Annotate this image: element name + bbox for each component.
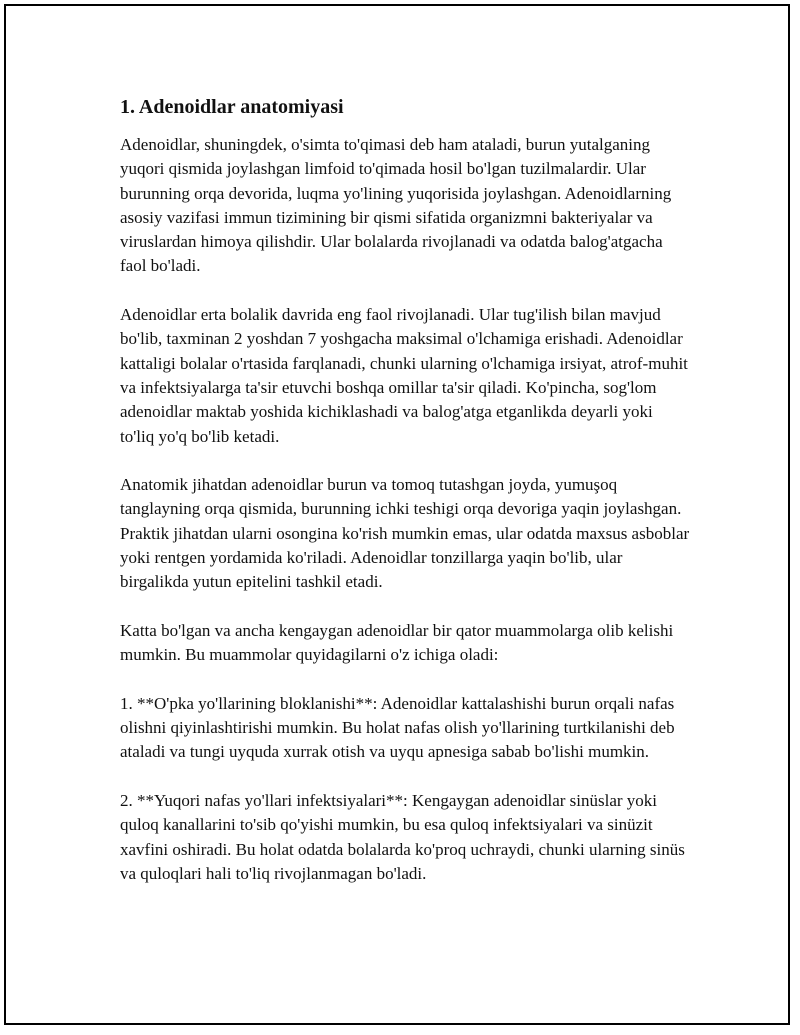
section-heading: 1. Adenoidlar anatomiyasi — [120, 96, 344, 118]
paragraph-location: Anatomik jihatdan adenoidlar burun va tomoq tutashgan joyda, yumuşoq tanglayning orqa qismida, burunning ichki teshigi orqa devoriga yaqin joylashgan. Praktik jihatdan ularni osongina ko'rish mumkin emas, ular odatda maxsus asboblar yoki rentgen yordamida ko'riladi. Adenoidlar tonzillarga yaqin bo'lib, ular birgalikda yutun epitelini tashkil etadi. — [120, 475, 690, 592]
list-item-airway-blockage: 1. **O'pka yo'llarining bloklanishi**: Adenoidlar kattalashishi burun orqali nafas olishni qiyinlashtirishi mumkin. Bu holat nafas olish yo'llarining turtkilanishi deb ataladi va tungi uyquda xurrak otish va uyqu apnesiga sabab bo'lishi mumkin. — [120, 693, 675, 762]
paragraph-problems-intro: Katta bo'lgan va ancha kengaygan adenoidlar bir qator muammolarga olib kelishi mumkin. Bu muammolar quyidagilarni o'z ichiga oladi: — [120, 620, 674, 665]
list-item-respiratory-infections: 2. **Yuqori nafas yo'llari infektsiyalari**: Kengaygan adenoidlar sinüslar yoki quloq kanallarini to'sib qo'yishi mumkin, bu esa quloq infektsiyalari va sinüzit xavfini oshiradi. Bu holat odatda bolalarda ko'proq uchraydi, chunki ularning sinüs va quloqlari hali to'liq rivojlanmagan bo'ladi. — [120, 791, 685, 883]
document-body — [120, 94, 690, 911]
document-page — [4, 4, 790, 1025]
paragraph-anatomy-intro: Adenoidlar, shuningdek, o'simta to'qimasi deb ham ataladi, burun yutalganing yuqori qismida joylashgan limfoid to'qimada hosil bo'lgan tuzilmalardir. Ular burunning orqa devorida, luqma yo'lining yuqorisida joylashgan. Adenoidlarning asosiy vazifasi immun tizimining bir qismi sifatida organizmni bakteriyalar va viruslardan himoya qilishdir. Ular bolalarda rivojlanadi va odatda balog'atgacha faol bo'ladi. — [120, 135, 672, 276]
paragraph-development: Adenoidlar erta bolalik davrida eng faol rivojlanadi. Ular tug'ilish bilan mavjud bo'lib, taxminan 2 yoshdan 7 yoshgacha maksimal o'lchamiga erishadi. Adenoidlar kattaligi bolalar o'rtasida farqlanadi, chunki ularning o'lchamiga irsiyat, atrof-muhit va infektsiyalarga ta'sir etuvchi boshqa omillar ta'sir qiladi. Ko'pincha, sog'lom adenoidlar maktab yoshida kichiklashadi va balog'atga etganlikda deyarli yoki to'liq yo'q bo'lib ketadi. — [120, 305, 688, 446]
